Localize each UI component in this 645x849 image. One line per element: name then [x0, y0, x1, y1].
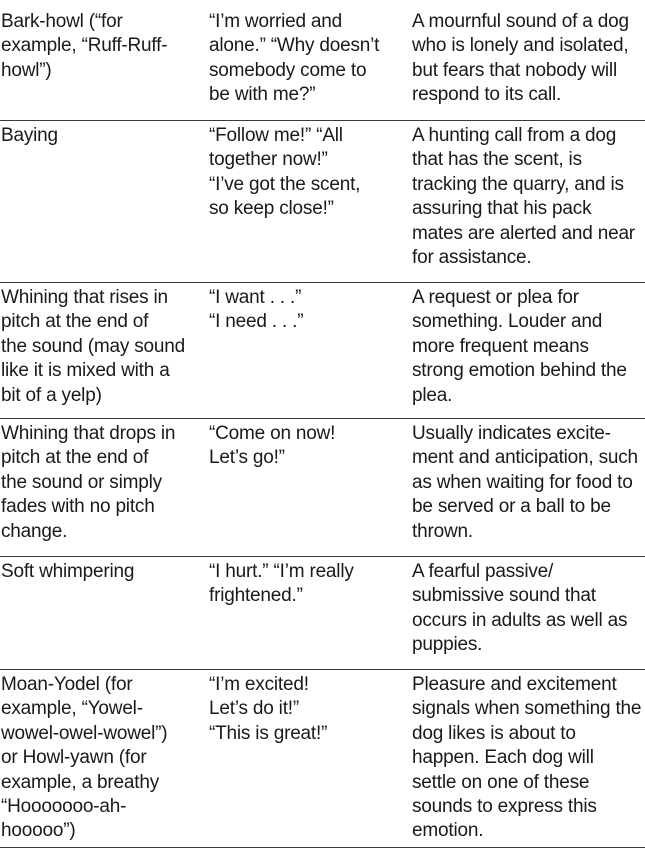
meaning-cell: “I’m excited! Let’s do it!” “This is great!”: [209, 674, 328, 744]
description-cell: Usually indicates excite- ment and anticipation, such as when waiting for food to be served or a ball to be thrown.: [412, 423, 638, 542]
table-row: [0, 557, 645, 670]
table-row: [0, 121, 645, 283]
description-cell: A mournful sound of a dog who is lonely and isolated, but fears that nobody will respond to its call.: [412, 11, 629, 106]
sound-cell: Whining that rises in pitch at the end of the sound (may sound like it is mixed with a bit of a yelp): [1, 287, 186, 406]
sound-cell: Bark-howl (“for example, “Ruff-Ruff- howl”): [1, 11, 168, 81]
table-row: [0, 283, 645, 419]
description-cell: A fearful passive/ submissive sound that occurs in adults as well as puppies.: [412, 561, 628, 656]
meaning-cell: “Come on now! Let’s go!”: [209, 423, 336, 469]
table-row: [0, 419, 645, 557]
meaning-cell: “Follow me!” “All together now!” “I’ve got the scent, so keep close!”: [209, 125, 361, 220]
sound-cell: Moan-Yodel (for example, “Yowel- wowel-owel-wowel”) or Howl-yawn (for example, a breathy “Hooooooo-ah- hooooo”): [1, 674, 168, 842]
description-cell: A request or plea for something. Louder and more frequent means strong emotion behind the plea.: [412, 287, 627, 406]
meaning-cell: “I want . . .” “I need . . .”: [209, 287, 304, 333]
sound-cell: Whining that drops in pitch at the end of the sound or simply fades with no pitch change.: [1, 423, 176, 542]
meaning-cell: “I hurt.” “I’m really frightened.”: [209, 561, 354, 607]
table-row: [0, 670, 645, 848]
meaning-cell: “I’m worried and alone.” “Why doesn’t somebody come to be with me?”: [209, 11, 380, 106]
description-cell: Pleasure and excitement signals when something the dog likes is about to happen. Each dog will settle on one of these sounds to express this emotion.: [412, 674, 642, 842]
sound-cell: Baying: [1, 125, 58, 146]
table-row: [0, 0, 645, 121]
description-cell: A hunting call from a dog that has the scent, is tracking the quarry, and is assuring that his pack mates are alerted and near for assistance.: [412, 125, 635, 269]
sound-cell: Soft whimpering: [1, 561, 135, 582]
